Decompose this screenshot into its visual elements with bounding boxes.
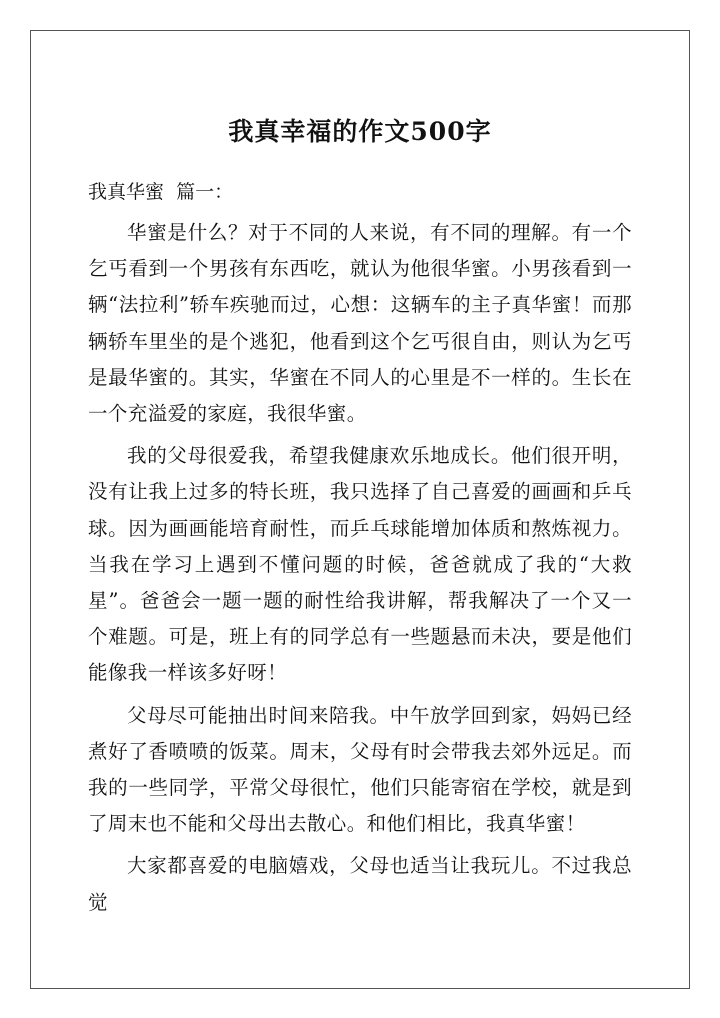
paragraph-2: 我的父母很爱我，希望我健康欢乐地成长。他们很开明，没有让我上过多的特长班，我只选择了自己喜爱的画画和乒乓球。因为画画能培育耐性，而乒乓球能增加体质和熬炼视力。当我在学习上遇到不懂问题的时候，爸爸就成了我的“大救星”。爸爸会一题一题的耐性给我讲解，帮我解决了一个又一个难题。可是，班上有的同学总有一些题悬而未决，要是他们能像我一样该多好呀！ [88,444,632,685]
section-heading: 我真华蜜 篇一： [88,181,234,203]
paragraph-3: 父母尽可能抽出时间来陪我。中午放学回到家，妈妈已经煮好了香喷喷的饭菜。周末，父母有时会带我去郊外远足。而我的一些同学，平常父母很忙，他们只能寄宿在学校，就是到了周末也不能和父母出去散心。和他们相比，我真华蜜！ [88,703,632,836]
document-title: 我真幸福的作文500字 [228,117,492,146]
paragraph-4: 大家都喜爱的电脑嬉戏，父母也适当让我玩儿。不过我总觉 [88,854,632,914]
paragraph-1: 华蜜是什么？对于不同的人来说，有不同的理解。有一个乞丐看到一个男孩有东西吃，就认为他很华蜜。小男孩看到一辆“法拉利”轿车疾驰而过，心想：这辆车的主子真华蜜！而那辆轿车里坐的是个逃犯，他看到这个乞丐很自由，则认为乞丐是最华蜜的。其实，华蜜在不同人的心里是不一样的。生长在一个充溢爱的家庭，我很华蜜。 [88,221,632,426]
document-body [88,215,632,927]
